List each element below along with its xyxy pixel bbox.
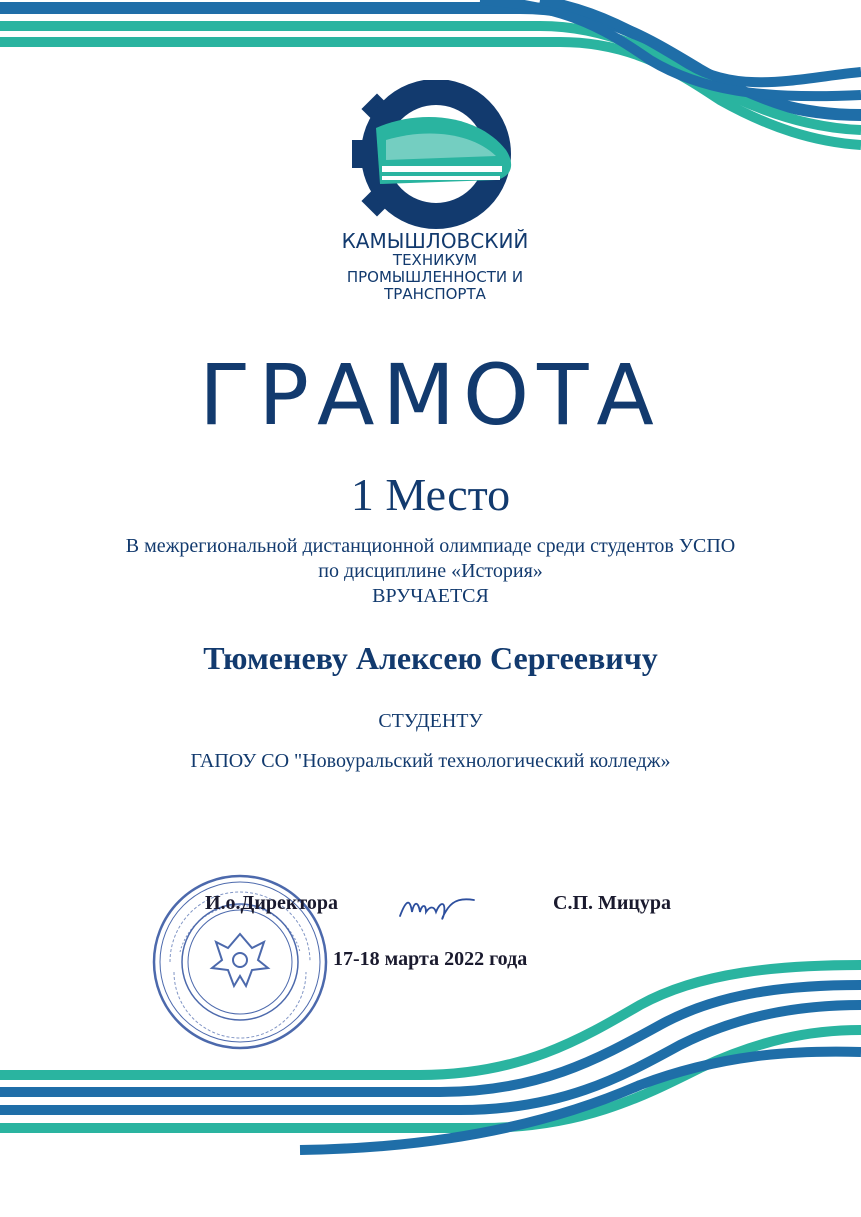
place-award: 1 Место xyxy=(350,469,511,520)
organization-name xyxy=(250,230,620,303)
certificate-date: 17-18 марта 2022 года xyxy=(333,948,528,970)
org-line-2: ТЕХНИКУМ xyxy=(392,251,478,269)
signer-title: И.о.Директора xyxy=(205,892,339,914)
certificate-title: ГРАМОТА xyxy=(199,346,662,444)
recipient-role: СТУДЕНТУ xyxy=(378,710,483,732)
gear-train-logo-icon xyxy=(346,80,526,230)
description-line-2: по дисциплине «История» xyxy=(318,560,543,582)
org-line-4: ТРАНСПОРТА xyxy=(384,285,486,303)
award-description xyxy=(0,534,861,609)
handwritten-signature-icon xyxy=(396,890,476,926)
recipient-name: Тюменеву Алексею Сергеевичу xyxy=(203,640,658,676)
recipient-college: ГАПОУ СО "Новоуральский технологический колледж» xyxy=(190,750,671,772)
org-line-1: КАМЫШЛОВСКИЙ xyxy=(341,229,529,253)
description-line-3: ВРУЧАЕТСЯ xyxy=(372,585,489,607)
signer-name: С.П. Мицура xyxy=(553,892,672,914)
description-line-1: В межрегиональной дистанционной олимпиаде среди студентов УСПО xyxy=(125,535,736,557)
org-line-3: ПРОМЫШЛЕННОСТИ И xyxy=(346,268,524,286)
